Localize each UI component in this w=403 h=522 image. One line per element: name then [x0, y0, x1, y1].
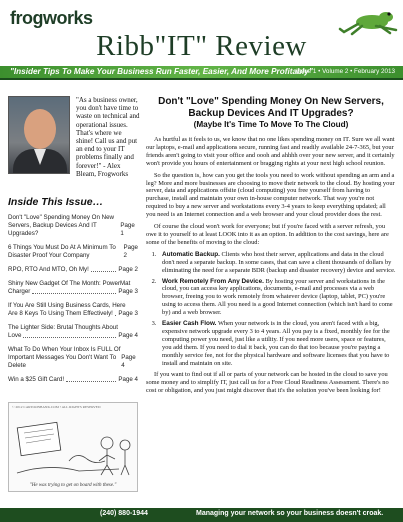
toc-item[interactable]: [8, 376, 138, 384]
toc-item[interactable]: [8, 324, 138, 340]
article-headline: Don't "Love" Spending Money On New Servers, Backup Devices And IT Upgrades?: [158, 96, 384, 119]
toc-item[interactable]: [8, 346, 138, 370]
toc-item-line: RPO, RTO And MTO, Oh My!: [8, 266, 89, 273]
list-item: [158, 320, 396, 367]
toc-item-line: What To Do When Your Inbox Is FULL Of: [8, 346, 121, 353]
newsletter-title: Ribb"IT" Review: [96, 30, 307, 62]
table-of-contents: [8, 214, 138, 390]
toc-page: Page 1: [120, 222, 135, 237]
toc-item-line: Charger: [8, 288, 31, 295]
toc-page: Page 4: [118, 376, 138, 383]
toc-item-line: 6 Things You Must Do At A Minimum To Disaster Proof Your Company: [8, 244, 116, 259]
benefits-list: [158, 251, 396, 368]
toc-item[interactable]: [8, 244, 138, 260]
author-quote: "As a business owner, you don't have time to waste on technical and operational issues. That's where we shine! Call us and put an end to your IT problems finally and forever!" - Alex Bleam, Frogworks: [76, 96, 140, 178]
toc-item-line: Win a $25 Gift Card!: [8, 376, 65, 383]
cartoon-credit: © 2012 CARTOONBANK.COM • ALL RIGHTS RESERVED: [12, 405, 101, 409]
toc-item[interactable]: [8, 214, 138, 238]
toc-item-line: Shiny New Gadget Of The Month: PowerMat: [8, 280, 131, 287]
toc-item[interactable]: [8, 266, 138, 274]
toc-item-line: Don't "Love" Spending Money On New: [8, 214, 115, 221]
footer-bar: [0, 508, 403, 522]
toc-item-line: If You Are Still Using Business Cards, Here: [8, 302, 126, 309]
article-paragraph: As hurtful as it feels to us, we know that no one likes spending money on IT. Sure we all want our laptops, e-mail and applications secure, running fast and readily available 24-7-365, but your friends aren't going to visit your office and oooh and ahhhh over your new server, and it certainly won't provide you hours of entertainment or bragging rights at your next high school reunion.: [146, 136, 395, 167]
toc-item-line: Servers, Backup Devices And IT Upgrades?: [8, 222, 97, 237]
toc-item-line: Love: [8, 332, 22, 339]
toc-item-line: Important Messages You Don't Want To Delete: [8, 354, 117, 369]
benefit-text: Clients who host their server, applications and data in the cloud don't need a separate backup. In some cases, that can save a client thousands of dollars by eliminating the need for a separate BDR (backup and disaster recovery) device and service.: [162, 250, 396, 274]
article-paragraph: Of course the cloud won't work for everyone; but if you're faced with a server refresh, you owe it to yourself to at least LOOK into it as an option. In addition to the cost savings, here are some of the benefits of moving to the cloud:: [146, 223, 389, 246]
benefit-text: When your network is in the cloud, you aren't faced with a big, expensive network upgrade every 3 to 4 years. All you pay is a fixed, monthly fee for the computing power you need, just like a utility. If you need more users, space or features, you add them. If you need to dial it back, you can do that too because you're paying a monthly service fee, not for the physical hardware and software licenses that you have to install and maintain on site.: [162, 320, 390, 367]
frogworks-logo: frogworks: [10, 8, 93, 28]
main-article: [146, 96, 396, 399]
cartoon-illustration: [8, 402, 138, 492]
toc-page: Page 4: [121, 354, 136, 369]
toc-page: Page 4: [118, 332, 138, 339]
toc-item-line: The Lighter Side: Brutal Thoughts About: [8, 324, 118, 331]
article-paragraph: If you want to find out if all or parts of your network can be hosted in the cloud to save you some money and to simplify IT, just call us for a Free Cloud Readiness Assessment. There's no cost or obligation, and you just might discover that it's the solution you've been looking for!: [146, 371, 389, 395]
benefit-text: By hosting your server and workstations in the cloud, you can access key applications, documents, e-mail and processes via a web browser, freeing you to work remotely from whatever device (laptop, tablet, PC) you're using to access them. All you need is a good Internet connection (which isn't hard to come by) and a web browser.: [162, 277, 393, 317]
footer-slogan: Managing your network so your business doesn't croak.: [196, 510, 384, 517]
toc-item[interactable]: [8, 280, 138, 296]
cartoon-drawing: [9, 403, 137, 483]
toc-page: Page 3: [118, 288, 138, 295]
masthead: [0, 0, 403, 80]
sidebar: [8, 96, 138, 492]
tagline: "Insider Tips To Make Your Business Run Faster, Easier, And More Profitably": [10, 67, 313, 76]
benefit-title: Automatic Backup.: [162, 250, 220, 258]
tagline-banner: [0, 66, 403, 80]
toc-item-line: Are 8 Keys To Using Them Effectively!: [8, 310, 113, 317]
benefit-title: Easier Cash Flow.: [162, 320, 217, 328]
cartoon-caption: "He was trying to get on board with these.": [29, 483, 117, 488]
inside-issue-heading: Inside This Issue…: [8, 196, 104, 208]
article-subheadline: (Maybe It's Time To Move To The Cloud): [193, 120, 349, 129]
benefit-title: Work Remotely From Any Device.: [162, 277, 264, 285]
article-paragraph: So the question is, how can you get the tools you need to work without spending an arm and a leg? More and more businesses are choosing to move their network to the cloud. By hosting your server, data and applications offsite (cloud computing) you free yourself from having to purchase, install and maintain your own in-house computer network. That way you're not required to buy a new server and workstations every 3-4 years to keep everything updated; all you need is an Internet connection and a web browser and your cloud provider does the rest.: [146, 171, 395, 219]
phone-number[interactable]: (240) 880-1944: [100, 510, 148, 517]
list-item: [158, 278, 396, 318]
toc-item[interactable]: [8, 302, 138, 318]
toc-page: Page 2: [118, 266, 138, 273]
toc-page: Page 2: [123, 244, 138, 259]
issue-info: Issue 1 • Volume 2 • February 2013: [296, 68, 395, 75]
list-item: [158, 251, 396, 275]
toc-page: Page 3: [118, 310, 138, 317]
author-photo: [8, 96, 70, 174]
